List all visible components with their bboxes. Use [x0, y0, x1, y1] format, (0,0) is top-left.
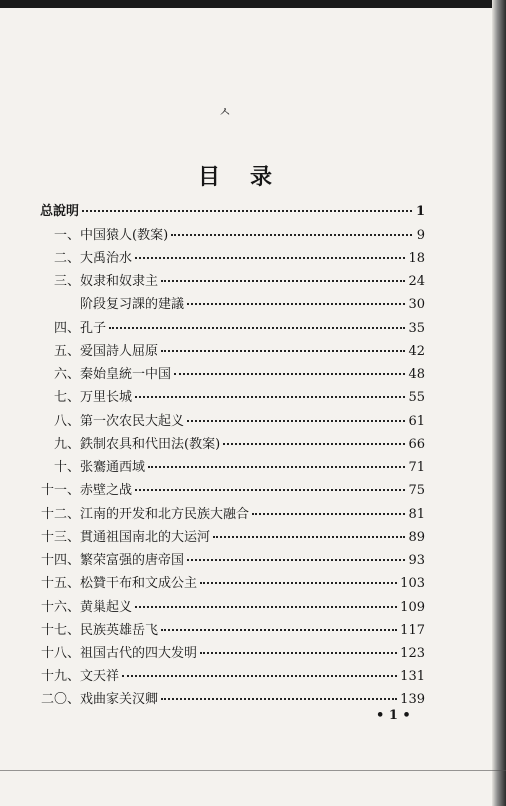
page-number: • 1 •	[376, 708, 411, 723]
toc-leader-dots	[171, 234, 412, 236]
toc-leader-dots	[135, 489, 405, 491]
toc-entry-title: 江南的开发和北方民族大融合	[80, 507, 250, 522]
toc-entry	[20, 224, 425, 246]
toc-entry-number: 十三、	[40, 530, 80, 545]
toc-entry-number: 一、	[53, 228, 80, 243]
toc-entry	[20, 247, 425, 269]
toc-entry-title: 戏曲家关汉卿	[80, 692, 159, 707]
top-mark: ㅅ	[218, 105, 232, 121]
page-title: 目录	[197, 164, 302, 190]
toc-entry-title: 万里长城	[80, 390, 133, 405]
toc-entry	[20, 503, 425, 525]
toc-leader-dots	[82, 210, 412, 212]
toc-entry	[40, 200, 425, 222]
toc-entry-number: 十九、	[40, 669, 80, 684]
toc-leader-dots	[187, 303, 405, 305]
toc-entry-number: 二、	[53, 251, 80, 266]
toc-entry-number: 四、	[53, 321, 80, 336]
toc-entry	[20, 596, 425, 618]
toc-entry-number: 八、	[53, 414, 80, 429]
toc-entry-page: 93	[408, 553, 425, 568]
toc-entry	[20, 456, 425, 478]
toc-leader-dots	[187, 559, 405, 561]
toc-entry-title: 赤壁之战	[80, 483, 133, 498]
toc-entry-number: 九、	[53, 437, 80, 452]
toc-entry-page: 131	[400, 669, 425, 684]
toc-entry-title: 阶段复习課的建議	[80, 297, 185, 312]
toc-entry-title: 张騫通西域	[80, 460, 146, 475]
toc-entry-title: 貫通祖国南北的大运河	[80, 530, 211, 545]
toc-entry-page: 55	[408, 390, 425, 405]
toc-entry-title: 秦始皇統一中国	[80, 367, 172, 382]
scan-right-edge	[492, 0, 506, 806]
toc-leader-dots	[187, 420, 405, 422]
toc-entry	[20, 665, 425, 687]
toc-entry-number: 十二、	[40, 507, 80, 522]
toc-entry-title: 爱国詩人屈原	[80, 344, 159, 359]
toc-entry-title: 第一次农民大起义	[80, 414, 185, 429]
toc-leader-dots	[200, 582, 397, 584]
toc-entry-page: 89	[408, 530, 425, 545]
toc-entry	[20, 688, 425, 710]
toc-entry-number: 十八、	[40, 646, 80, 661]
toc-leader-dots	[148, 466, 405, 468]
toc-entry-page: 103	[400, 576, 425, 591]
toc-entry-page: 123	[400, 646, 425, 661]
toc-entry-number: 十五、	[40, 576, 80, 591]
toc-entry	[20, 433, 425, 455]
toc-entry	[20, 410, 425, 432]
toc-entry	[80, 293, 425, 315]
toc-leader-dots	[252, 513, 405, 515]
toc-entry-number: 十、	[53, 460, 80, 475]
toc-entry-page: 66	[408, 437, 425, 452]
toc-entry-page: 61	[408, 414, 425, 429]
scan-bottom-line	[0, 770, 506, 771]
toc-entry-title: 文天祥	[80, 669, 120, 684]
toc-leader-dots	[135, 396, 405, 398]
toc-entry-page: 1	[415, 204, 425, 219]
toc-entry-title: 奴隶和奴隶主	[80, 274, 159, 289]
toc-entry-page: 35	[408, 321, 425, 336]
toc-leader-dots	[161, 350, 405, 352]
toc-entry-page: 9	[416, 228, 425, 243]
toc-leader-dots	[200, 652, 397, 654]
toc-entry-title: 鉄制农具和代田法(教案)	[80, 437, 221, 452]
toc-entry-title: 中国猿人(教案)	[80, 228, 169, 243]
toc-leader-dots	[174, 373, 405, 375]
toc-entry-title: 民族英雄岳飞	[80, 623, 159, 638]
toc-leader-dots	[109, 327, 405, 329]
toc-entry-title: 松贊干布和文成公主	[80, 576, 198, 591]
toc-entry	[20, 619, 425, 641]
toc-leader-dots	[161, 629, 397, 631]
toc-entry-number: 五、	[53, 344, 80, 359]
toc-entry	[20, 270, 425, 292]
toc-leader-dots	[122, 675, 397, 677]
toc-entry-number: 十四、	[40, 553, 80, 568]
toc-leader-dots	[213, 536, 405, 538]
toc-entry-page: 30	[408, 297, 425, 312]
toc-entry-page: 42	[408, 344, 425, 359]
toc-entry-page: 139	[400, 692, 425, 707]
toc-entry-number: 三、	[53, 274, 80, 289]
toc-entry-number: 七、	[53, 390, 80, 405]
toc-entry-page: 18	[408, 251, 425, 266]
toc-entry-page: 81	[408, 507, 425, 522]
scan-top-edge	[0, 0, 506, 8]
toc-entry-title: 祖国古代的四大发明	[80, 646, 198, 661]
toc-leader-dots	[135, 257, 405, 259]
toc-entry	[20, 642, 425, 664]
toc-entry-number: 十七、	[40, 623, 80, 638]
toc-entry	[20, 526, 425, 548]
toc-entry	[20, 386, 425, 408]
toc-entry-number: 六、	[53, 367, 80, 382]
toc-entry-page: 48	[408, 367, 425, 382]
toc-entry-title: 总說明	[40, 204, 80, 219]
toc-leader-dots	[223, 443, 405, 445]
toc-entry-page: 71	[408, 460, 425, 475]
toc-entry	[20, 363, 425, 385]
toc-entry-page: 75	[408, 483, 425, 498]
toc-entry	[20, 549, 425, 571]
toc-entry-title: 大禹治水	[80, 251, 133, 266]
toc-entry	[20, 317, 425, 339]
toc-entry-page: 24	[408, 274, 425, 289]
toc-leader-dots	[161, 280, 405, 282]
toc-entry-title: 黄巢起义	[80, 600, 133, 615]
toc-leader-dots	[135, 606, 397, 608]
toc-entry-page: 117	[400, 623, 425, 638]
toc-entry-page: 109	[400, 600, 425, 615]
toc-entry-number: 二〇、	[40, 692, 80, 707]
toc-leader-dots	[161, 698, 397, 700]
toc-entry-number: 十一、	[40, 483, 80, 498]
toc-entry-title: 繁荣富强的唐帝国	[80, 553, 185, 568]
toc-entry	[20, 572, 425, 594]
toc-entry	[20, 479, 425, 501]
toc-entry	[20, 340, 425, 362]
toc-entry-number: 十六、	[40, 600, 80, 615]
toc-entry-title: 孔子	[80, 321, 107, 336]
